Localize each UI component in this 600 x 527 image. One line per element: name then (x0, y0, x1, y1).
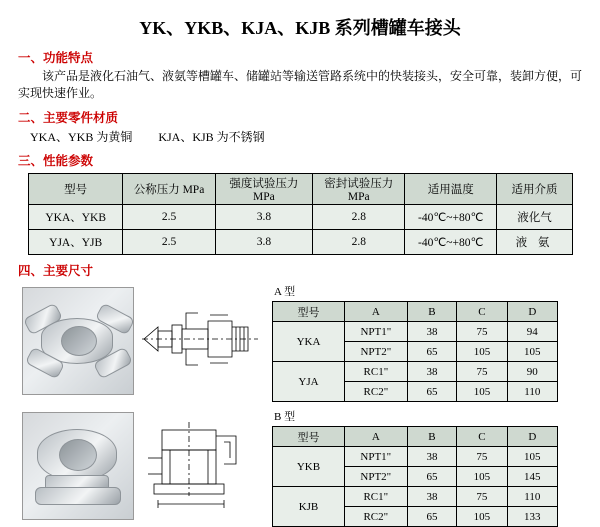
perf-r1-c1: 2.5 (123, 230, 215, 255)
dimA-col-b: B (407, 302, 457, 322)
dimA-g1-r1-c3: 110 (507, 382, 557, 402)
perf-r0-c1: 2.5 (123, 205, 215, 230)
dimension-row-b (0, 408, 600, 527)
perf-col-nominal-pressure: 公称压力 MPa (123, 174, 215, 205)
dimA-g1-r1-c2: 105 (457, 382, 507, 402)
features-body: 该产品是液化石油气、液氨等槽罐车、储罐站等输送管路系统中的快装接头，安全可靠，装卸方便，可实现快速作业。 (18, 69, 583, 100)
dimension-table-b-label: B 型 (274, 411, 296, 423)
perf-col-seal-pressure: 密封试验压力 MPa (313, 174, 405, 205)
perf-r1-c2: 3.8 (215, 230, 312, 255)
dimB-g1-r1-c1: 65 (407, 507, 457, 527)
material-line (30, 128, 600, 145)
perf-col-temperature: 适用温度 (405, 174, 497, 205)
dimA-col-d: D (507, 302, 557, 322)
dimB-g0-r0-c0: NPT1" (344, 447, 407, 467)
dimA-g1-r1-c0: RC2" (345, 382, 408, 402)
dimension-table-a-label: A 型 (274, 286, 296, 298)
page-title: YK、YKB、KJA、KJB 系列槽罐车接头 (139, 18, 461, 38)
dimB-col-a: A (344, 427, 407, 447)
dimB-col-b: B (407, 427, 457, 447)
dimB-g1-r1-c0: RC2" (344, 507, 407, 527)
dimA-g0-model: YKA (273, 322, 345, 362)
material-left: YKA、YKB 为黄铜 (30, 130, 133, 144)
perf-r1-c5: 液 氨 (497, 230, 573, 255)
table-row (273, 487, 558, 507)
dimB-col-c: C (457, 427, 507, 447)
dimB-g0-r1-c3: 145 (507, 467, 557, 487)
technical-drawing-a (140, 287, 260, 393)
dimension-table-b-wrapper (272, 408, 558, 527)
drawing-svg-a (140, 287, 260, 393)
dimA-col-model: 型号 (273, 302, 345, 322)
dimB-g1-model: KJB (273, 487, 345, 527)
dimA-g0-r0-c1: 38 (407, 322, 457, 342)
dimB-g1-r0-c0: RC1" (344, 487, 407, 507)
perf-r0-c4: -40℃~+80℃ (405, 205, 497, 230)
table-row (273, 362, 558, 382)
dimB-g1-r0-c1: 38 (407, 487, 457, 507)
perf-r0-c0: YKA、YKB (29, 205, 123, 230)
dimB-g0-r1-c2: 105 (457, 467, 507, 487)
dimA-g0-r0-c2: 75 (457, 322, 507, 342)
perf-r0-c2: 3.8 (215, 205, 312, 230)
perf-r1-c3: 2.8 (313, 230, 405, 255)
section-heading-performance: 三、性能参数 (18, 154, 94, 168)
table-header-row (29, 174, 573, 205)
performance-table (28, 173, 573, 255)
perf-col-medium: 适用介质 (497, 174, 573, 205)
dimA-g0-r0-c0: NPT1" (345, 322, 408, 342)
table-row (273, 322, 558, 342)
dimB-g1-r1-c3: 133 (507, 507, 557, 527)
material-right: KJA、KJB 为不锈钢 (158, 130, 265, 144)
table-row (273, 447, 558, 467)
dimension-table-a-wrapper (272, 283, 558, 402)
perf-r1-c4: -40℃~+80℃ (405, 230, 497, 255)
dimA-col-c: C (457, 302, 507, 322)
dimA-g1-model: YJA (273, 362, 345, 402)
dimensions-area (0, 283, 600, 527)
dimA-g1-r1-c1: 65 (407, 382, 457, 402)
section-heading-features: 一、功能特点 (18, 51, 94, 65)
dimB-g1-r1-c2: 105 (457, 507, 507, 527)
dimA-col-a: A (345, 302, 408, 322)
product-photo-a (22, 287, 134, 395)
dimB-g1-r0-c3: 110 (507, 487, 557, 507)
perf-r0-c3: 2.8 (313, 205, 405, 230)
dimension-row-a (0, 283, 600, 402)
dimA-g0-r1-c0: NPT2" (345, 342, 408, 362)
dimA-g0-r1-c2: 105 (457, 342, 507, 362)
dimA-g1-r0-c1: 38 (407, 362, 457, 382)
dimA-g1-r0-c0: RC1" (345, 362, 408, 382)
perf-r0-c5: 液化气 (497, 205, 573, 230)
dimB-g0-r0-c2: 75 (457, 447, 507, 467)
dimB-col-model: 型号 (273, 427, 345, 447)
dimB-g0-r1-c1: 65 (407, 467, 457, 487)
perf-col-strength-pressure: 强度试验压力 MPa (215, 174, 312, 205)
technical-drawing-b (140, 412, 260, 518)
table-row (29, 205, 573, 230)
dimA-g0-r0-c3: 94 (507, 322, 557, 342)
perf-col-model: 型号 (29, 174, 123, 205)
table-row (29, 230, 573, 255)
drawing-svg-b (140, 412, 260, 518)
dimB-g1-r0-c2: 75 (457, 487, 507, 507)
dimB-g0-r0-c1: 38 (407, 447, 457, 467)
section-heading-material: 二、主要零件材质 (18, 111, 119, 125)
dimA-g0-r1-c1: 65 (407, 342, 457, 362)
dimension-table-a (272, 301, 558, 402)
table-header-row (273, 427, 558, 447)
dimB-g0-model: YKB (273, 447, 345, 487)
section-heading-dimensions: 四、主要尺寸 (18, 264, 94, 278)
product-photo-b (22, 412, 134, 520)
dimA-g1-r0-c2: 75 (457, 362, 507, 382)
dimension-table-b (272, 426, 558, 527)
perf-r1-c0: YJA、YJB (29, 230, 123, 255)
dimA-g1-r0-c3: 90 (507, 362, 557, 382)
dimA-g0-r1-c3: 105 (507, 342, 557, 362)
dimB-g0-r1-c0: NPT2" (344, 467, 407, 487)
dimB-col-d: D (507, 427, 557, 447)
dimB-g0-r0-c3: 105 (507, 447, 557, 467)
table-header-row (273, 302, 558, 322)
